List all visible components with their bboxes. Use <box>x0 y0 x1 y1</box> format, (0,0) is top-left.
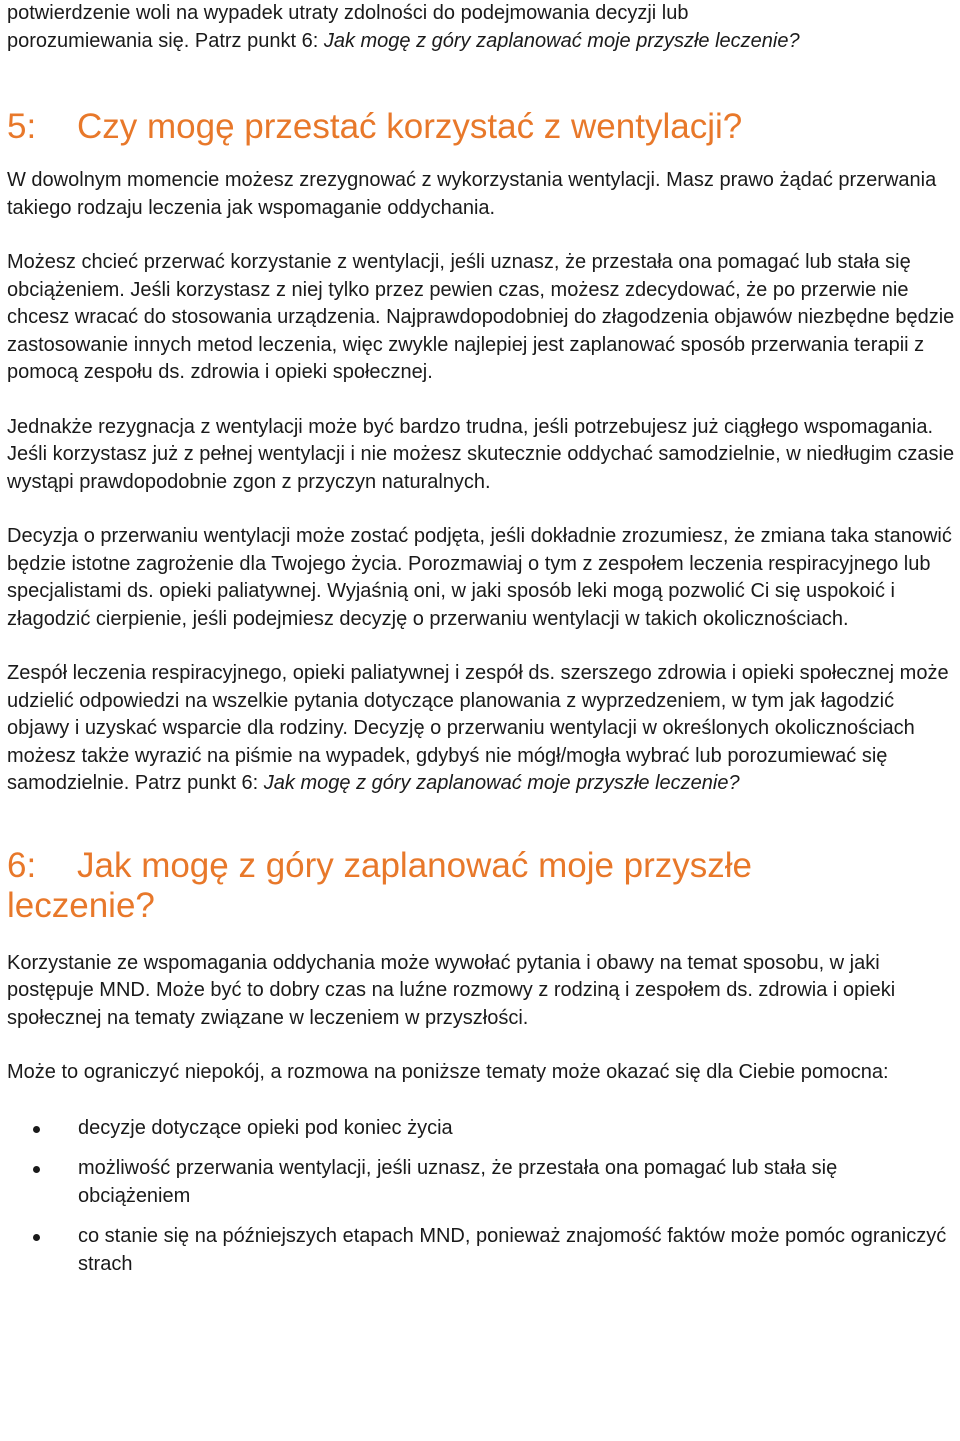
intro-crossref: Jak mogę z góry zaplanować moje przyszłe leczenie? <box>323 29 800 52</box>
section6-number: 6: <box>7 845 37 885</box>
section6-title-line1: Jak mogę z góry zaplanować moje przyszłe <box>77 845 753 885</box>
section5-paragraph-1: W dowolnym momencie możesz zrezygnować z wykorzystania wentylacji. Masz prawo żądać przerwania takiego rodzaju leczenia jak wspomaganie oddychania. <box>7 169 937 219</box>
section5-paragraph-6-text: Zespół leczenia respiracyjnego, opieki paliatywnej i zespół ds. szerszego zdrowia i opieki społecznej może udzielić odpowiedzi na wszelkie pytania dotyczące planowania z wyprzedzeniem, w tym jak łagodzić objawy i uzyskać wsparcie dla rodziny. Decyzję o przerwaniu wentylacji w określonych okolicznościach możesz także wyrazić na piśmie na wypadek, gdybyś nie mógł/mogła wybrać lub porozumiewać się samodzielnie. Patrz punkt 6: <box>7 662 949 794</box>
bullet-icon <box>33 1234 40 1241</box>
list-item-text: możliwość przerwania wentylacji, jeśli uznasz, że przestała ona pomagać lub stała się obciążeniem <box>78 1157 838 1207</box>
list-item-text: decyzje dotyczące opieki pod koniec życia <box>78 1116 453 1139</box>
section5-crossref: Jak mogę z góry zaplanować moje przyszłe leczenie? <box>263 772 740 794</box>
section6-paragraph-1: Korzystanie ze wspomagania oddychania może wywołać pytania i obawy na temat sposobu, w jaki postępuje MND. Może być to dobry czas na luźne rozmowy z rodziną i zespołem ds. zdrowia i opieki społecznej na tematy związane w leczeniem w przyszłości. <box>7 951 896 1029</box>
list-item-text: co stanie się na późniejszych etapach MND, ponieważ znajomość faktów może pomóc ograniczyć strach <box>78 1225 947 1275</box>
section5-paragraph-6 <box>7 660 955 798</box>
document-page <box>7 0 955 1278</box>
section5-heading <box>7 107 955 147</box>
section5-number: 5: <box>7 107 37 146</box>
intro-line1: potwierdzenie woli na wypadek utraty zdolności do podejmowania decyzji lub <box>7 2 689 24</box>
intro-line2-prefix: porozumiewania się. Patrz punkt 6: <box>7 29 324 52</box>
bullet-icon <box>33 1126 40 1133</box>
section5-title: Czy mogę przestać korzystać z wentylacji? <box>77 107 743 146</box>
section6-heading <box>7 846 955 926</box>
list-item <box>7 1155 955 1210</box>
section5-paragraph-3: Jednakże rezygnacja z wentylacji może być bardzo trudna, jeśli potrzebujesz już ciągłego wspomagania. <box>7 415 934 438</box>
section5-paragraph-2: Możesz chcieć przerwać korzystanie z wentylacji, jeśli uznasz, że przestała ona pomagać lub stała się obciążeniem. Jeśli korzystasz z niej tylko przez pewien czas, możesz zdecydować, że po przerwie nie chcesz wracać do stosowania urządzenia. Najprawdopodobniej do złagodzenia objawów niezbędne będzie zastosowanie innych metod leczenia, więc zwykle najlepiej jest zaplanować sposób przerwania terapii z pomocą zespołu ds. zdrowia i opieki społecznej. <box>7 251 955 383</box>
section6-paragraph-2: Może to ograniczyć niepokój, a rozmowa na poniższe tematy może okazać się dla Ciebie pomocna: <box>7 1061 889 1083</box>
intro-paragraph <box>7 0 955 55</box>
list-item <box>7 1115 955 1143</box>
list-item <box>7 1223 955 1278</box>
section6-bullet-list <box>7 1115 955 1279</box>
section6-title-line2: leczenie? <box>7 885 155 925</box>
section5-paragraph-5: Decyzja o przerwaniu wentylacji może zostać podjęta, jeśli dokładnie zrozumiesz, że zmiana taka stanowić będzie istotne zagrożenie dla Twojego życia. Porozmawiaj o tym z zespołem leczenia respiracyjnego lub specjalistami ds. opieki paliatywnej. Wyjaśnią oni, w jaki sposób leki mogą pozwolić Ci się uspokoić i złagodzić cierpienie, jeśli podejmiesz decyzję o przerwaniu wentylacji w takich okolicznościach. <box>7 525 952 630</box>
bullet-icon <box>33 1166 40 1173</box>
section5-paragraph-4: Jeśli korzystasz już z pełnej wentylacji i nie możesz skutecznie oddychać samodzielnie, w niedługim czasie wystąpi prawdopodobnie zgon z przyczyn naturalnych. <box>7 443 955 493</box>
